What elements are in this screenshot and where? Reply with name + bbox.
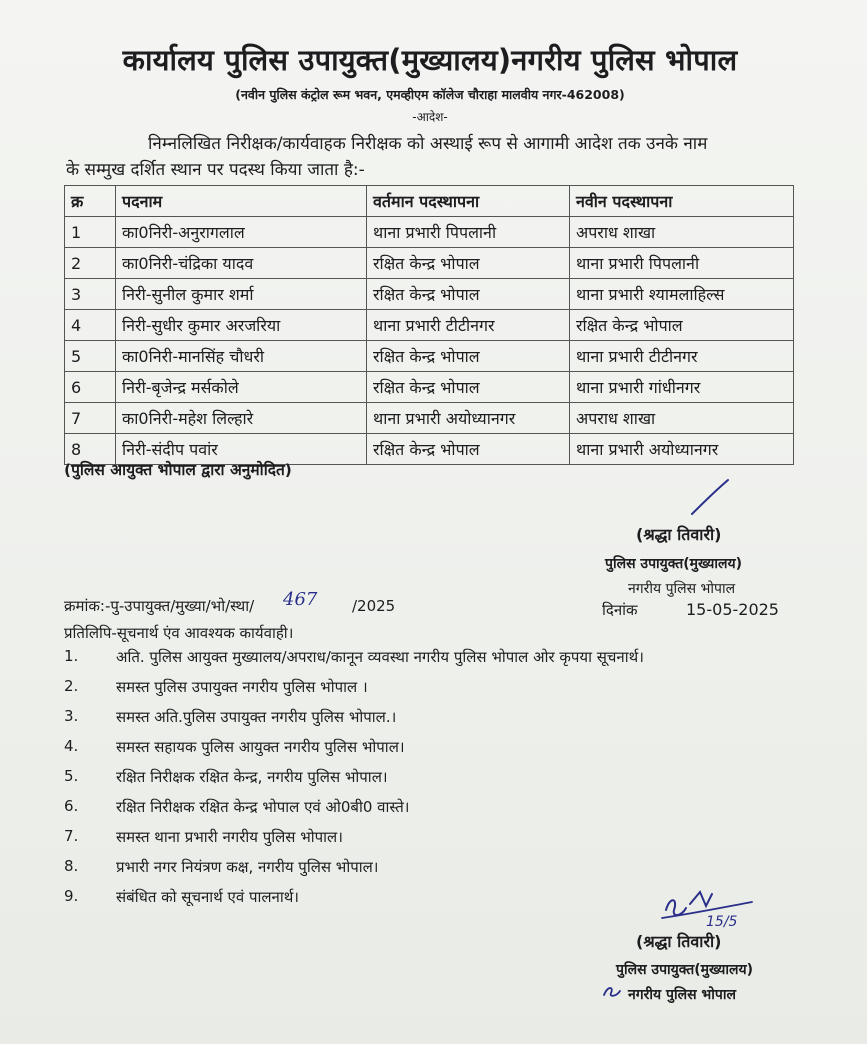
cell-name: निरी-सुनील कुमार शर्मा [116,279,367,310]
signatory-bottom-office: नगरीय पुलिस भोपाल [628,987,736,1003]
list-item-number: 5. [64,767,79,785]
cell-current: रक्षित केन्द्र भोपाल [367,248,570,279]
list-item [64,677,784,707]
cell-serial: 8 [65,434,116,465]
cell-serial: 3 [65,279,116,310]
handwritten-signature [660,888,760,932]
list-item-number: 8. [64,857,79,875]
cell-name: निरी-सुधीर कुमार अरजरिया [116,310,367,341]
copy-list [64,647,784,917]
cell-name: निरी-बृजेन्द्र मर्सकोले [116,372,367,403]
office-address: (नवीन पुलिस कंट्रोल रूम भवन, एमव्हीएम कॉलेज चौराहा मालवीय नगर-462008) [235,87,625,102]
list-item [64,797,784,827]
cell-serial: 4 [65,310,116,341]
signatory-bottom-name: (श्रद्धा तिवारी) [636,932,722,951]
list-item-text: रक्षित निरीक्षक रक्षित केन्द्र भोपाल एवं ओ0बी0 वास्ते। [116,798,410,816]
cell-serial: 2 [65,248,116,279]
intro-line-2: के सम्मुख दर्शित स्थान पर पदस्थ किया जाता है:- [66,160,365,180]
list-item-text: अति. पुलिस आयुक्त मुख्यालय/अपराध/कानून व्यवस्था नगरीय पुलिस भोपाल ओर कृपया सूचनार्थ। [116,648,644,666]
header-serial: क्र [65,186,116,217]
list-item-number: 3. [64,707,79,725]
cell-name: का0निरी-चंद्रिका यादव [116,248,367,279]
signatory-top-office: नगरीय पुलिस भोपाल [628,581,736,597]
initial-mark [602,983,622,1001]
office-title: कार्यालय पुलिस उपायुक्त(मुख्यालय)नगरीय पुलिस भोपाल [122,43,738,77]
list-item-text: प्रभारी नगर नियंत्रण कक्ष, नगरीय पुलिस भोपाल। [116,858,379,876]
cell-current: रक्षित केन्द्र भोपाल [367,279,570,310]
approval-note: (पुलिस आयुक्त भोपाल द्वारा अनुमोदित) [64,461,292,479]
cell-new: अपराध शाखा [570,403,794,434]
header-designation: पदनाम [116,186,367,217]
header-new-posting: नवीन पदस्थापना [570,186,794,217]
signatory-top-designation: पुलिस उपायुक्त(मुख्यालय) [605,556,742,572]
list-item [64,737,784,767]
cell-current: रक्षित केन्द्र भोपाल [367,341,570,372]
list-item-text: समस्त अति.पुलिस उपायुक्त नगरीय पुलिस भोपाल.। [116,708,397,726]
list-item [64,767,784,797]
cell-new: थाना प्रभारी अयोध्यानगर [570,434,794,465]
list-item [64,857,784,887]
cell-current: थाना प्रभारी पिपलानी [367,217,570,248]
table-row [65,248,794,279]
table-header-row [65,186,794,217]
list-item [64,707,784,737]
table-row [65,310,794,341]
intro-line-1: निम्नलिखित निरीक्षक/कार्यवाहक निरीक्षक को अस्थाई रूप से आगामी आदेश तक उनके नाम [148,134,708,154]
list-item-text: समस्त सहायक पुलिस आयुक्त नगरीय पुलिस भोपाल। [116,738,405,756]
cell-new: थाना प्रभारी श्यामलाहिल्स [570,279,794,310]
cell-current: रक्षित केन्द्र भोपाल [367,372,570,403]
cell-name: का0निरी-महेश लिल्हारे [116,403,367,434]
list-item-text: संबंधित को सूचनार्थ एवं पालनार्थ। [116,888,299,906]
table-row [65,217,794,248]
list-item-number: 7. [64,827,79,845]
cell-new: रक्षित केन्द्र भोपाल [570,310,794,341]
list-item-number: 1. [64,647,79,665]
postings-table [64,185,794,465]
cell-current: थाना प्रभारी टीटीनगर [367,310,570,341]
cell-name: का0निरी-अनुरागलाल [116,217,367,248]
cell-new: थाना प्रभारी टीटीनगर [570,341,794,372]
list-item-number: 2. [64,677,79,695]
signature-date-note: 15/5 [706,914,738,930]
cell-new: अपराध शाखा [570,217,794,248]
cell-new: थाना प्रभारी गांधीनगर [570,372,794,403]
cell-serial: 6 [65,372,116,403]
cell-serial: 1 [65,217,116,248]
list-item [64,827,784,857]
list-item [64,647,784,677]
copy-heading: प्रतिलिपि-सूचनार्थ एंव आवश्यक कार्यवाही। [64,624,294,642]
list-item-text: समस्त थाना प्रभारी नगरीय पुलिस भोपाल। [116,828,343,846]
cell-current: थाना प्रभारी अयोध्यानगर [367,403,570,434]
list-item-number: 4. [64,737,79,755]
list-item-text: रक्षित निरीक्षक रक्षित केन्द्र, नगरीय पुलिस भोपाल। [116,768,388,786]
table-row [65,372,794,403]
reference-year: /2025 [352,597,396,615]
list-item-text: समस्त पुलिस उपायुक्त नगरीय पुलिस भोपाल । [116,678,368,696]
cell-name: का0निरी-मानसिंह चौधरी [116,341,367,372]
cell-name: निरी-संदीप पवांर [116,434,367,465]
header-current-posting: वर्तमान पदस्थापना [367,186,570,217]
date-value: 15-05-2025 [686,600,779,619]
order-label: -आदेश- [412,110,448,124]
signatory-top-name: (श्रद्धा तिवारी) [636,525,722,544]
date-label: दिनांक [602,601,638,619]
list-item-number: 6. [64,797,79,815]
cell-current: रक्षित केन्द्र भोपाल [367,434,570,465]
reference-prefix: क्रमांक:-पु-उपायुक्त/मुख्या/भो/स्था/ [64,597,255,615]
table-row [65,279,794,310]
cell-new: थाना प्रभारी पिपलानी [570,248,794,279]
signature-stroke-top [690,478,730,518]
reference-number: 467 [283,589,318,610]
list-item-number: 9. [64,887,79,905]
cell-serial: 7 [65,403,116,434]
table-row [65,403,794,434]
signatory-bottom-designation: पुलिस उपायुक्त(मुख्यालय) [616,962,753,978]
cell-serial: 5 [65,341,116,372]
table-row [65,341,794,372]
